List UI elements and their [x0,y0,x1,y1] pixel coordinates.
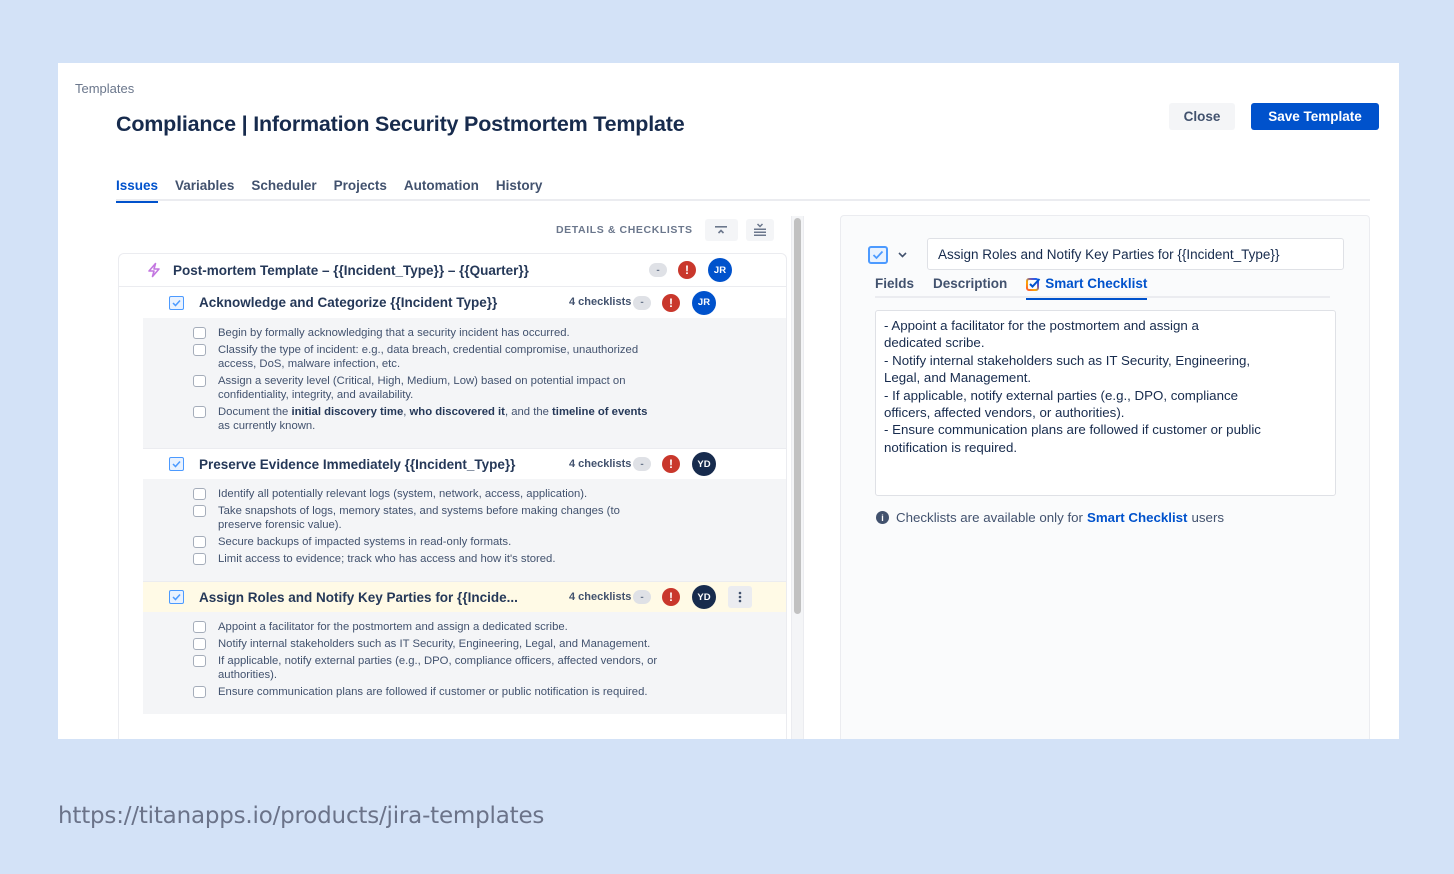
tab-bar [116,177,1370,201]
list-toolbar [556,219,774,241]
epic-icon [146,262,162,278]
tab-fields[interactable] [875,276,914,298]
breadcrumb[interactable]: Templates [75,81,135,96]
priority-badge[interactable]: - [633,296,651,310]
checklist-item-text: Identify all potentially relevant logs (system, network, access, application). [218,488,588,500]
checklist-item [193,326,786,340]
task-icon [169,457,184,471]
tab-description-label: Description [933,276,1008,291]
detail-tabs [875,276,1330,298]
checkbox[interactable] [193,536,206,548]
child-issues [143,287,786,714]
checklist-item-text: Appoint a facilitator for the postmortem and assign a dedicated scribe. [218,621,568,633]
epic-title: Post-mortem Template – {{Incident_Type}} – {{Quarter}} [173,262,529,278]
scrollbar-thumb[interactable] [794,218,801,614]
notice-prefix: Checklists are available only for [896,510,1083,525]
checklist-item [193,405,786,433]
priority-badge[interactable]: - [633,457,651,471]
chevron-down-icon [898,252,907,258]
priority-badge[interactable]: - [649,263,667,277]
tab-variables[interactable]: Variables [175,178,235,193]
checklist-item [193,487,786,501]
issue-title: Preserve Evidence Immediately {{Incident_Type}} [199,456,516,472]
issue-list [118,253,787,739]
checklist [143,612,786,714]
save-template-button[interactable]: Save Template [1251,103,1379,130]
checklist-item-text: Document the initial discovery time, who discovered it, and the timeline of events as currently known. [218,406,648,432]
tab-automation[interactable]: Automation [403,178,479,193]
checklist-item-text: Begin by formally acknowledging that a security incident has occurred. [218,327,570,339]
smart-checklist-logo-icon [1026,277,1041,291]
expand-all-icon [753,223,767,237]
checklist-item [193,552,786,566]
epic-row[interactable] [119,254,786,287]
tab-smart-checklist[interactable] [1026,276,1147,298]
issue-row-selected[interactable] [143,581,786,612]
expand-all-button[interactable] [746,219,774,241]
checklist-editor[interactable]: - Appoint a facilitator for the postmortem and assign a dedicated scribe. - Notify internal stakeholders such as IT Security, Engineering, Legal, and Management. - If applicable, notify external parties (e.g., DPO, compliance officers, affected vendors, or authorities). - Ensure communication plans are followed if customer or public notification is required. [875,310,1336,496]
alert-icon: ! [678,261,696,279]
source-url: https://titanapps.io/products/jira-templates [58,803,545,829]
availability-notice [876,510,1224,525]
tab-fields-label: Fields [875,276,915,291]
checklist-count: 4 checklists [569,591,632,603]
template-editor-window [58,63,1399,739]
checklist-item-text: Take snapshots of logs, memory states, and systems before making changes (to preserve forensic value). [218,505,620,531]
checkbox[interactable] [193,553,206,565]
more-actions-button[interactable] [728,586,752,608]
checklist-item [193,685,786,699]
checkbox[interactable] [193,638,206,650]
issue-row[interactable] [143,448,786,479]
more-vertical-icon [738,591,742,603]
checkbox[interactable] [193,686,206,698]
info-icon: i [876,511,889,524]
tab-projects[interactable]: Projects [333,178,387,193]
checkbox[interactable] [193,505,206,517]
alert-icon: ! [662,455,680,473]
alert-icon: ! [662,588,680,606]
task-icon [169,296,184,310]
tab-scheduler[interactable]: Scheduler [251,178,317,193]
checklist-item [193,504,786,532]
checklist [143,318,786,448]
checklist-count: 4 checklists [569,296,632,308]
close-button[interactable]: Close [1169,103,1235,130]
priority-badge[interactable]: - [633,590,651,604]
checklist-item-text: Assign a severity level (Critical, High, Medium, Low) based on potential impact on confidentiality, integrity, and availability. [218,375,626,401]
checkbox[interactable] [193,655,206,667]
collapse-all-icon [714,225,728,235]
checklist-item [193,374,786,402]
assignee-avatar[interactable]: YD [692,585,716,609]
checkbox[interactable] [193,375,206,387]
checkbox[interactable] [193,621,206,633]
checklist-item [193,343,786,371]
checklist-item [193,535,786,549]
assignee-avatar[interactable]: JR [692,291,716,315]
checkbox[interactable] [193,344,206,356]
issue-title: Acknowledge and Categorize {{Incident Type}} [199,295,498,310]
checklist-item-text: Classify the type of incident: e.g., data breach, credential compromise, unauthorized access, DoS, malware infection, etc. [218,344,639,370]
checklist-item [193,637,786,651]
alert-icon: ! [662,294,680,312]
issue-title: Assign Roles and Notify Key Parties for {{Incide... [199,589,518,605]
checklist-item-text: If applicable, notify external parties (e.g., DPO, compliance officers, affected vendors, or authorities). [218,655,658,681]
details-checklists-label: DETAILS & CHECKLISTS [556,224,693,236]
task-icon [868,246,888,264]
checklist [143,479,786,581]
checklist-item-text: Limit access to evidence; track who has access and how it's stored. [218,553,556,565]
checkbox[interactable] [193,488,206,500]
checkbox[interactable] [193,327,206,339]
tab-issues[interactable]: Issues [116,177,166,201]
issue-type-picker[interactable] [868,246,907,264]
tab-description[interactable] [933,276,1007,298]
assignee-avatar[interactable]: JR [708,258,732,282]
collapse-all-button[interactable] [705,219,738,241]
assignee-avatar[interactable]: YD [692,452,716,476]
notice-suffix: users [1191,510,1225,525]
list-scrollbar[interactable] [791,216,804,739]
summary-input[interactable] [927,238,1344,270]
checkbox[interactable] [193,406,206,418]
issue-row[interactable] [143,287,786,318]
checklist-item [193,620,786,634]
checklist-item-text: Notify internal stakeholders such as IT Security, Engineering, Legal, and Management. [218,638,651,650]
tab-smart-checklist-label: Smart Checklist [1045,276,1148,291]
checklist-item [193,654,786,682]
smart-checklist-link[interactable]: Smart Checklist [1086,510,1188,525]
issue-detail-panel [840,215,1370,739]
checklist-count: 4 checklists [569,458,632,470]
tab-history[interactable]: History [495,178,543,193]
checklist-item-text: Ensure communication plans are followed if customer or public notification is required. [218,686,648,698]
task-icon [169,590,184,604]
checklist-item-text: Secure backups of impacted systems in read-only formats. [218,536,512,548]
page-title: Compliance | Information Security Postmortem Template [116,112,685,136]
